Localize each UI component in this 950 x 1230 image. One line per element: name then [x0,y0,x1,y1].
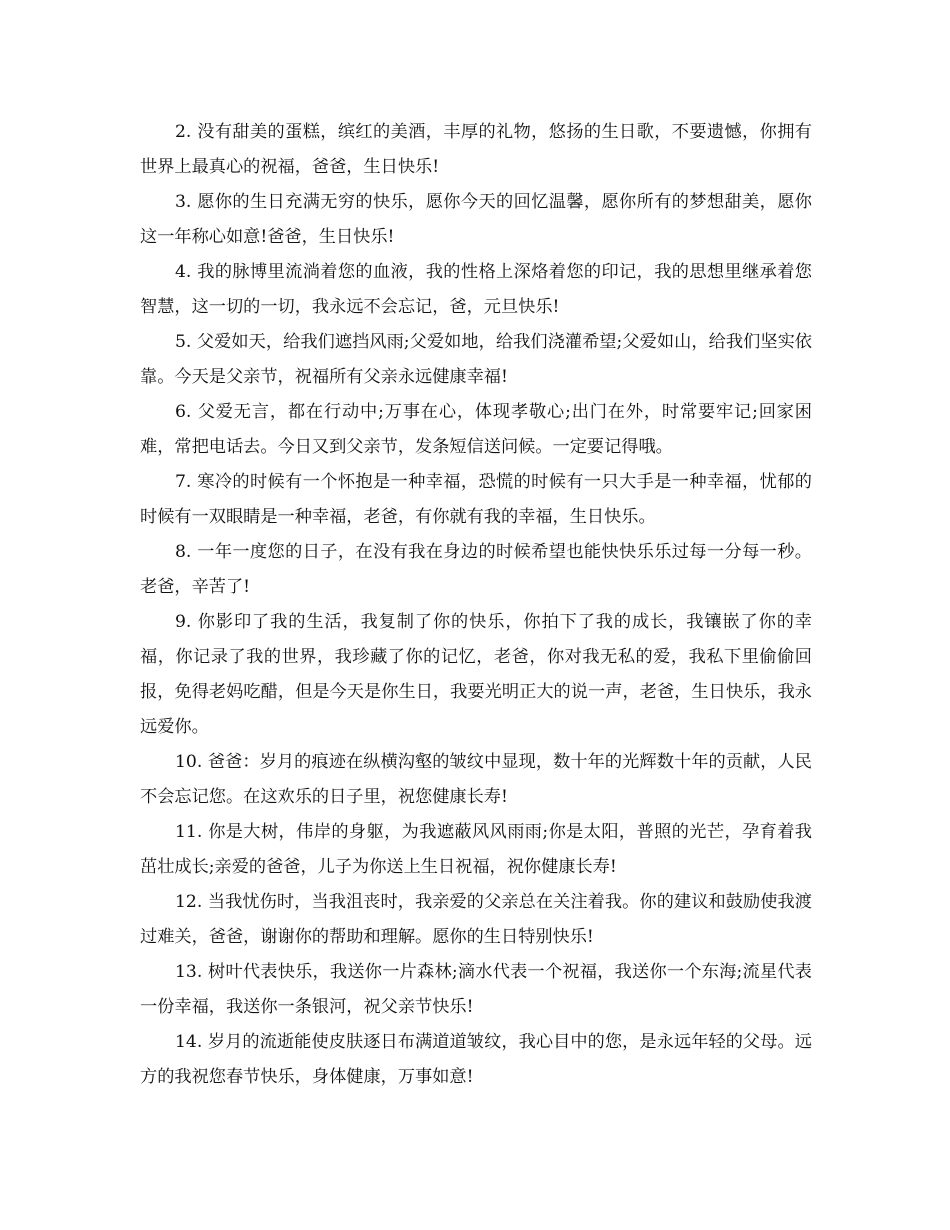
paragraph-3: 3. 愿你的生日充满无穷的快乐，愿你今天的回忆温馨，愿你所有的梦想甜美，愿你这一年称心如意!爸爸，生日快乐! [140,192,812,247]
paragraph-5: 5. 父爱如天，给我们遮挡风雨;父爱如地，给我们浇灌希望;父爱如山，给我们坚实依靠。今天是父亲节，祝福所有父亲永远健康幸福! [140,332,812,387]
paragraph-14: 14. 岁月的流逝能使皮肤逐日布满道道皱纹，我心目中的您，是永远年轻的父母。远方的我祝您春节快乐，身体健康，万事如意! [140,1032,812,1087]
paragraph-8: 8. 一年一度您的日子，在没有我在身边的时候希望也能快快乐乐过每一分每一秒。老爸，辛苦了! [140,542,812,597]
paragraph-9: 9. 你影印了我的生活，我复制了你的快乐，你拍下了我的成长，我镶嵌了你的幸福，你记录了我的世界，我珍藏了你的记忆，老爸，你对我无私的爱，我私下里偷偷回报，免得老妈吃醋，但是今天是你生日，我要光明正大的说一声，老爸，生日快乐，我永远爱你。 [140,612,812,737]
document-body [140,115,812,1095]
paragraph-13: 13. 树叶代表快乐，我送你一片森林;滴水代表一个祝福，我送你一个东海;流星代表一份幸福，我送你一条银河，祝父亲节快乐! [140,962,812,1017]
paragraph-2: 2. 没有甜美的蛋糕，缤红的美酒，丰厚的礼物，悠扬的生日歌，不要遗憾，你拥有世界上最真心的祝福，爸爸，生日快乐! [140,122,812,177]
paragraph-4: 4. 我的脉博里流淌着您的血液，我的性格上深烙着您的印记，我的思想里继承着您智慧，这一切的一切，我永远不会忘记，爸，元旦快乐! [140,262,812,317]
paragraph-10: 10. 爸爸：岁月的痕迹在纵横沟壑的皱纹中显现，数十年的光辉数十年的贡献，人民不会忘记您。在这欢乐的日子里，祝您健康长寿! [140,752,812,807]
paragraph-7: 7. 寒冷的时候有一个怀抱是一种幸福，恐慌的时候有一只大手是一种幸福，忧郁的时候有一双眼睛是一种幸福，老爸，有你就有我的幸福，生日快乐。 [140,472,812,527]
paragraph-6: 6. 父爱无言，都在行动中;万事在心，体现孝敬心;出门在外，时常要牢记;回家困难，常把电话去。今日又到父亲节，发条短信送问候。一定要记得哦。 [140,402,812,457]
paragraph-12: 12. 当我忧伤时，当我沮丧时，我亲爱的父亲总在关注着我。你的建议和鼓励使我渡过难关，爸爸，谢谢你的帮助和理解。愿你的生日特别快乐! [140,892,812,947]
paragraph-11: 11. 你是大树，伟岸的身躯，为我遮蔽风风雨雨;你是太阳，普照的光芒，孕育着我茁壮成长;亲爱的爸爸，儿子为你送上生日祝福，祝你健康长寿! [140,822,812,877]
